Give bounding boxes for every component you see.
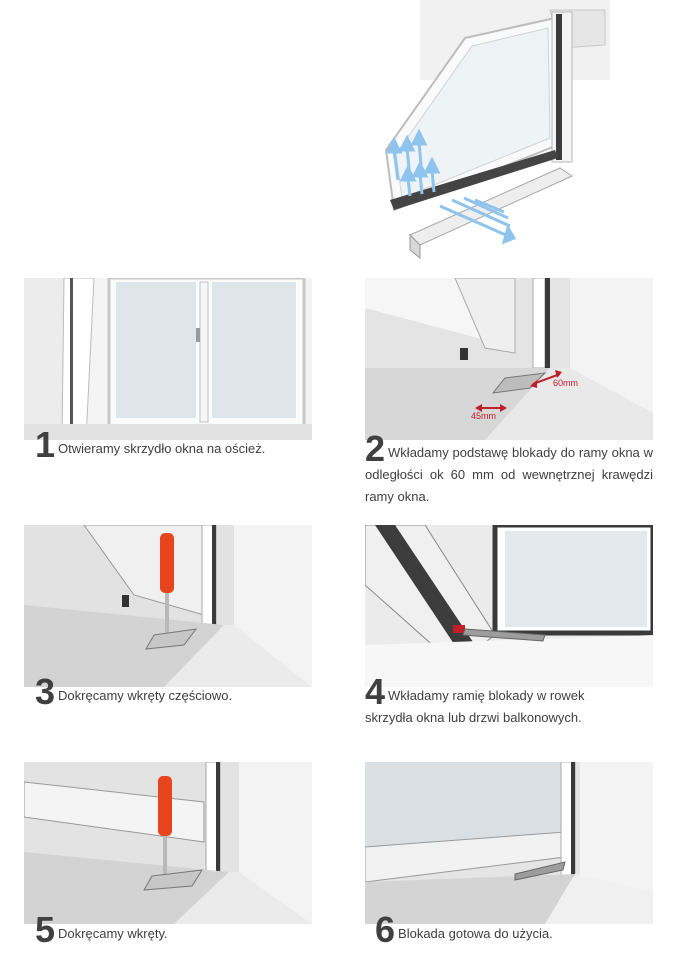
measure-45-label: 45mm xyxy=(471,411,497,421)
step-1-number: 1 xyxy=(35,424,56,465)
step-2-caption xyxy=(365,428,653,508)
step-1-image xyxy=(24,278,312,440)
step-4-number: 4 xyxy=(365,671,386,712)
step-3-image xyxy=(24,525,312,687)
measure-60-label: 60mm xyxy=(553,378,579,388)
step-3-caption xyxy=(35,671,233,712)
step-1-text: Otwieramy skrzydło okna na oścież. xyxy=(58,441,266,456)
step-2-number: 2 xyxy=(365,428,386,469)
step-5-text: Dokręcamy wkręty. xyxy=(58,926,168,941)
step-2-image xyxy=(365,278,653,440)
step-6-text: Blokada gotowa do użycia. xyxy=(398,926,553,941)
step-5-image xyxy=(24,762,312,924)
step-6-number: 6 xyxy=(375,909,396,950)
step-3-number: 3 xyxy=(35,671,56,712)
step-5-number: 5 xyxy=(35,909,56,950)
step-4-caption xyxy=(365,671,635,729)
step-3-text: Dokręcamy wkręty częściowo. xyxy=(58,688,233,703)
step-2-text: Wkładamy podstawę blokady do ramy okna w odległości ok 60 mm od wewnętrznej krawędzi ramy okna. xyxy=(365,445,653,504)
step-4-image xyxy=(365,525,653,687)
step-6-image xyxy=(365,762,653,924)
step-4-text: Wkładamy ramię blokady w rowek skrzydła okna lub drzwi balkonowych. xyxy=(365,688,585,725)
step-6-caption xyxy=(375,909,553,950)
step-1-caption xyxy=(35,424,266,465)
hero-window-illustration xyxy=(380,0,610,262)
step-5-caption xyxy=(35,909,168,950)
